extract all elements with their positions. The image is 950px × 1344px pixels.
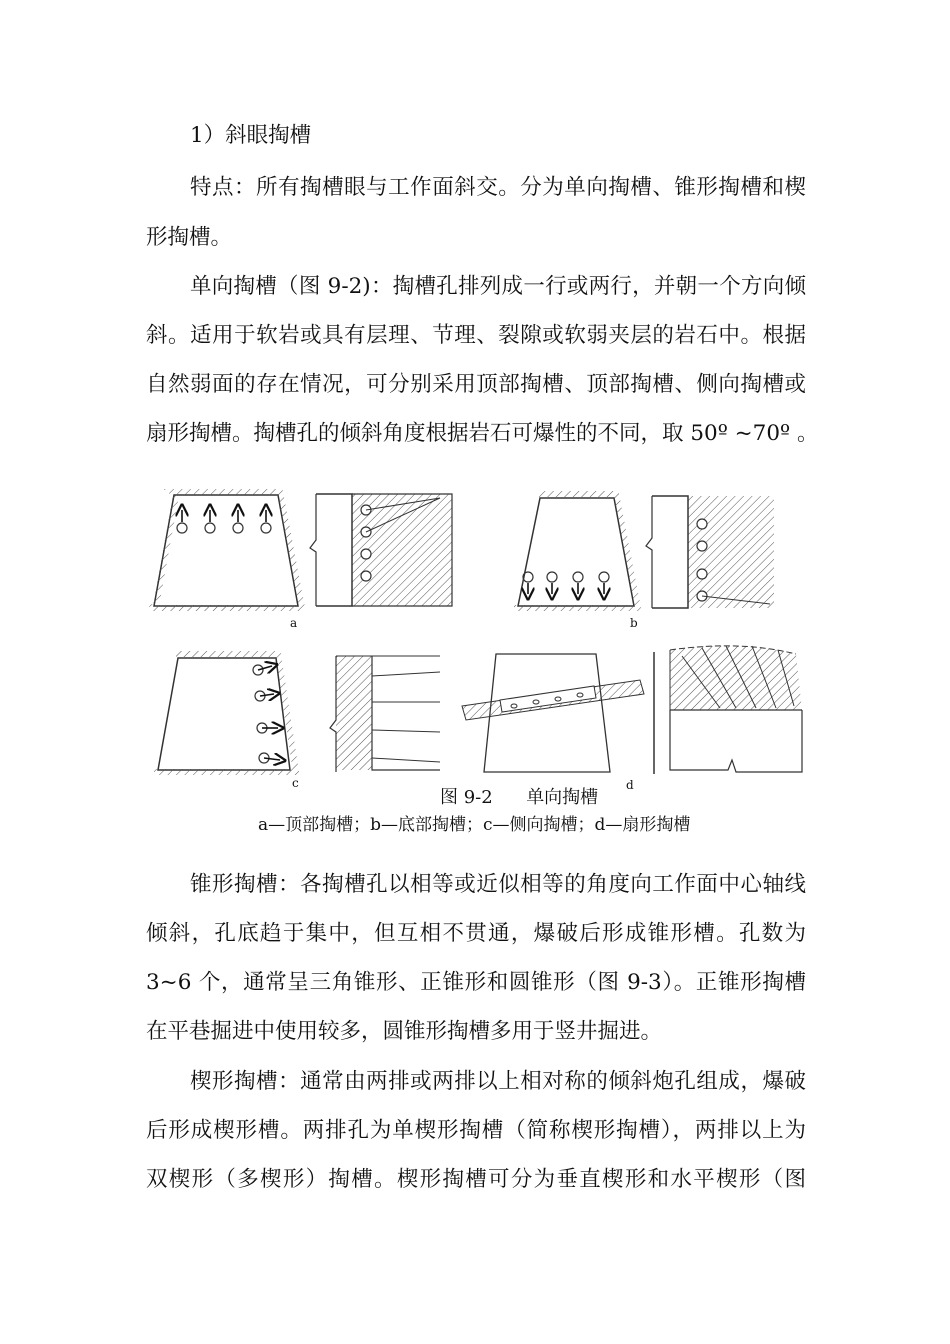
figure-legend: a—顶部掏槽；b—底部掏槽；c—侧向掏槽；d—扇形掏槽 [258,815,691,835]
diagram-b-side [646,496,774,608]
figure-caption [440,783,598,809]
paragraph-line: 双楔形（多楔形）掏槽。楔形掏槽可分为垂直楔形和水平楔形（图 [146,1167,806,1192]
paragraph-line: 3~6 个，通常呈三角锥形、正锥形和圆锥形（图 9-3）。正锥形掏槽 [146,970,806,995]
diagram-c-side [330,656,440,772]
figure-number: 图 9-2 [440,787,493,808]
diagram-b-front [514,494,638,608]
diagram-c-front [154,654,296,772]
sublabel-b: b [630,616,638,630]
paragraph-line: 在平巷掘进中使用较多，圆锥形掏槽多用于竖井掘进。 [146,1019,663,1044]
paragraph-line: 单向掏槽（图 9-2)：掏槽孔排列成一行或两行，并朝一个方向倾 [190,274,806,299]
section-heading: 1）斜眼掏槽 [190,123,312,148]
paragraph-line: 特点：所有掏槽眼与工作面斜交。分为单向掏槽、锥形掏槽和楔 [190,175,806,200]
figure-drawing [140,480,820,800]
diagram-d-fan [654,646,802,774]
paragraph-line: 自然弱面的存在情况，可分别采用顶部掏槽、顶部掏槽、侧向掏槽或 [146,372,806,397]
paragraph-line: 楔形掏槽：通常由两排或两排以上相对称的倾斜炮孔组成，爆破 [190,1069,806,1094]
paragraph-line: 后形成楔形槽。两排孔为单楔形掏槽（简称楔形掏槽），两排以上为 [146,1118,806,1143]
paragraph-line: 扇形掏槽。掏槽孔的倾斜角度根据岩石可爆性的不同，取 50º ~70º 。 [146,421,819,446]
figure-9-2 [140,480,820,800]
sublabel-c: c [292,776,299,790]
paragraph-line: 锥形掏槽：各掏槽孔以相等或近似相等的角度向工作面中心轴线 [190,872,806,897]
diagram-a-side [310,494,452,606]
sublabel-d: d [626,778,634,792]
figure-title: 单向掏槽 [526,787,599,808]
diagram-a-front [150,492,302,608]
paragraph-line: 倾斜，孔底趋于集中，但互相不贯通，爆破后形成锥形槽。孔数为 [146,921,806,946]
diagram-d-front [462,654,644,772]
paragraph-line: 斜。适用于软岩或具有层理、节理、裂隙或软弱夹层的岩石中。根据 [146,323,806,348]
sublabel-a: a [290,616,298,630]
paragraph-line: 形掏槽。 [146,225,233,250]
